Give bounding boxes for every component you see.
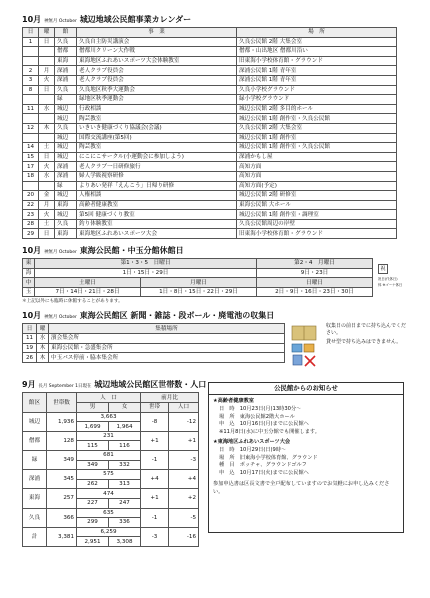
population-header: 人 口 <box>77 393 141 403</box>
calendar-day: 28 <box>23 219 39 229</box>
library-block <box>22 258 408 304</box>
calendar-hall: 東海 <box>55 229 77 239</box>
population-total: 3,663 <box>77 412 141 422</box>
library-week135-dates: 1日・15日・29日 <box>35 268 257 278</box>
notice-line: 申 込 10月16日(月)までに公民館へ <box>219 421 309 428</box>
calendar-day: 15 <box>23 152 39 162</box>
calendar-place: 深浦かもし屋 <box>237 152 397 162</box>
library-week135-label: 第1・3・5 日曜日 <box>35 259 257 269</box>
population-diff-people: -3 <box>169 451 199 470</box>
calendar-day: 11 <box>23 104 39 114</box>
calendar-title: 10月 神無月 October 城辺地域公民館事業カレンダー <box>22 15 192 24</box>
calendar-event: 久良地区秋季大運動会 <box>77 85 237 95</box>
calendar-row <box>23 104 397 114</box>
library-mon-dates: 1日・8日・15日・22日・29日 <box>141 287 257 297</box>
calendar-day: 18 <box>23 171 39 181</box>
calendar-hall: 深浦 <box>55 171 77 181</box>
population-area: 計 <box>23 527 47 546</box>
calendar-hall: 深浦 <box>55 162 77 172</box>
population-total: 474 <box>77 489 141 499</box>
population-male: 2,951 <box>77 537 109 547</box>
recycling-side-text <box>326 323 406 346</box>
calendar-row <box>23 133 397 143</box>
calendar-header: 事 業 <box>77 28 237 38</box>
library-sun-dates: 2日・9日・16日・23日・30日 <box>257 287 373 297</box>
population-female: 3,308 <box>109 537 141 547</box>
population-households: 3,381 <box>47 527 77 546</box>
population-female: 116 <box>109 441 141 451</box>
calendar-weekday: 火 <box>39 162 55 172</box>
calendar-event: 行政相談 <box>77 104 237 114</box>
notice-line: 日 時 10月29日(日)9時～ <box>219 447 287 453</box>
calendar-hall: 深浦 <box>55 66 77 76</box>
calendar-header-row <box>23 28 397 38</box>
calendar-place: 城辺公民館 1階 創作室・調理室 <box>237 210 397 220</box>
population-households: 257 <box>47 489 77 508</box>
calendar-event: 釣り体験教室 <box>77 219 237 229</box>
population-diff-people: +2 <box>169 489 199 508</box>
calendar-event: 東海地区ふれあいスポーツ大会 <box>77 229 237 239</box>
population-diff-people: -16 <box>169 527 199 546</box>
population-households: 1,936 <box>47 412 77 431</box>
population-table <box>22 392 199 547</box>
population-area: 東海 <box>23 489 47 508</box>
calendar-row <box>23 37 397 47</box>
calendar-hall: 緑 <box>55 181 77 191</box>
calendar-weekday <box>39 181 55 191</box>
population-total: 6,259 <box>77 527 141 537</box>
calendar-event: 高齢者健康教室 <box>77 200 237 210</box>
calendar-day <box>23 47 39 57</box>
calendar-hall: 城辺 <box>55 133 77 143</box>
calendar-row <box>23 171 397 181</box>
calendar-event: 人権相談 <box>77 191 237 201</box>
calendar-place: 旧東海小学校体育館・グラウンド <box>237 229 397 239</box>
calendar-place: 深浦公民館 1階 青年室 <box>237 75 397 85</box>
population-diff-households: -8 <box>141 412 169 431</box>
recycling-place: 東海公民館・急盛集会所 <box>49 343 285 353</box>
calendar-place: 城辺公民館 1階 創作室・久良公民館 <box>237 114 397 124</box>
population-total: 575 <box>77 470 141 480</box>
calendar-row <box>23 191 397 201</box>
calendar-day: 20 <box>23 191 39 201</box>
calendar-place: 高知方面(予定) <box>237 181 397 191</box>
calendar-event: 第5回 健康づくり教室 <box>77 210 237 220</box>
recycling-day: 26 <box>23 353 37 363</box>
recycling-place: 中玉バス停前・脇本集会所 <box>49 353 285 363</box>
calendar-weekday <box>39 114 55 124</box>
calendar-day: 22 <box>23 200 39 210</box>
calendar-hall: 久良 <box>55 37 77 47</box>
library-header-sat: 土曜日 <box>35 278 141 288</box>
recycling-row <box>23 353 285 363</box>
calendar-header: 館 <box>55 28 77 38</box>
notice-item2-title: ★東海地区ふれあいスポーツ大会 <box>213 439 291 446</box>
population-male: 227 <box>77 498 109 508</box>
calendar-weekday: 土 <box>39 143 55 153</box>
notice-body <box>208 395 404 533</box>
recycling-row <box>23 334 285 344</box>
calendar-weekday <box>39 47 55 57</box>
calendar-place: 城辺公民館 1階 創作室・久良公民館 <box>237 143 397 153</box>
library-side-legend <box>378 264 408 287</box>
population-row <box>23 527 199 537</box>
recycling-side-text-2: 貸せ型で持ち込みはできません。 <box>326 339 402 346</box>
population-diff-people: +1 <box>169 431 199 450</box>
calendar-day: 23 <box>23 210 39 220</box>
library-title: 10月 神無月 October 東海公民館・中玉分館休館日 <box>22 246 184 256</box>
calendar-event: 僧都川クリーン大作戦 <box>77 47 237 57</box>
population-area: 僧都 <box>23 431 47 450</box>
calendar-row <box>23 47 397 57</box>
closed-note: 休 ※ゴーナ休日 <box>378 283 403 288</box>
notice-line: 場 所 東海公民館2階大ホール <box>219 413 295 420</box>
population-male: 1,699 <box>77 422 109 432</box>
calendar-weekday: 火 <box>39 75 55 85</box>
calendar-weekday: 日 <box>39 37 55 47</box>
calendar-event: 緑地区秋季運動会 <box>77 95 237 105</box>
calendar-day: 3 <box>23 75 39 85</box>
population-total: 681 <box>77 451 141 461</box>
calendar-event: 東海地区ふれあいスポーツ大会体験教室 <box>77 56 237 66</box>
population-diff-people: +4 <box>169 470 199 489</box>
notice-panel <box>208 382 404 533</box>
library-week24-dates: 9日・23日 <box>257 268 373 278</box>
calendar-weekday: 木 <box>39 123 55 133</box>
population-area: 深浦 <box>23 470 47 489</box>
notice-item2-lines <box>213 447 399 477</box>
notice-item1-title: ★高齢者健康教室 <box>213 398 254 405</box>
population-row <box>23 470 199 480</box>
population-diff-households: +1 <box>141 431 169 450</box>
calendar-event: 国際交流講座(第5回) <box>77 133 237 143</box>
calendar-hall: 城辺 <box>55 104 77 114</box>
population-female: 1,964 <box>109 422 141 432</box>
calendar-event: 久良自主防災講演会 <box>77 37 237 47</box>
population-diff-people: -5 <box>169 508 199 527</box>
calendar-row <box>23 152 397 162</box>
calendar-row <box>23 162 397 172</box>
calendar-row <box>23 229 397 239</box>
population-female: 313 <box>109 479 141 489</box>
population-male: 262 <box>77 479 109 489</box>
recycling-side-text-1: 収集日の前日までに持ち込んでください。 <box>326 323 407 337</box>
calendar-place: 深浦公民館 1階 青年室 <box>237 66 397 76</box>
notice-line: 日 時 10月23日(月)13時30分～ <box>219 406 302 413</box>
calendar-day: 17 <box>23 162 39 172</box>
recycling-table <box>22 323 285 362</box>
calendar-day: 8 <box>23 85 39 95</box>
calendar-hall: 城辺 <box>55 143 77 153</box>
calendar-place: 城辺公民館 1階 創作室 <box>237 133 397 143</box>
calendar-hall: 久良 <box>55 123 77 133</box>
calendar-weekday: 金 <box>39 191 55 201</box>
notice-line: 種 目 ボッチャ、グラウンドゴルフ <box>219 462 307 469</box>
population-header: 前月比 <box>141 393 199 403</box>
library-header-sun: 日曜日 <box>257 278 373 288</box>
library-label: 中 <box>23 278 35 288</box>
notice-line: ※11月8日(水)に中玉分館でも開催します。 <box>219 428 320 435</box>
calendar-weekday: 土 <box>39 219 55 229</box>
library-label: 玉 <box>23 287 35 297</box>
calendar-place: 城辺公民館 2階 多目的ホール <box>237 104 397 114</box>
population-total: 635 <box>77 508 141 518</box>
calendar-table <box>22 27 397 239</box>
calendar-weekday: 月 <box>39 66 55 76</box>
population-households: 345 <box>47 470 77 489</box>
calendar-header: 場 所 <box>237 28 397 38</box>
calendar-day: 1 <box>23 37 39 47</box>
calendar-weekday <box>39 133 55 143</box>
recycling-weekday: 水 <box>37 334 49 344</box>
page <box>22 14 408 544</box>
calendar-row <box>23 219 397 229</box>
calendar-event: 陶芸教室 <box>77 143 237 153</box>
population-diff-households: +4 <box>141 470 169 489</box>
recycling-header: 曜 <box>37 324 49 334</box>
recycling-title: 10月 神無月 October 東海公民館区 新聞・雑誌・段ボール・廃電池の収集日 <box>22 311 275 321</box>
population-diff-households: -3 <box>141 527 169 546</box>
calendar-weekday: 日 <box>39 85 55 95</box>
recycling-day: 11 <box>23 334 37 344</box>
population-male: 349 <box>77 460 109 470</box>
calendar-day: 2 <box>23 66 39 76</box>
library-sat-dates: 7日・14日・21日・28日 <box>35 287 141 297</box>
calendar-hall: 久良 <box>55 85 77 95</box>
calendar-hall: 久良 <box>55 219 77 229</box>
calendar-day <box>23 56 39 66</box>
population-row <box>23 412 199 422</box>
population-male: 115 <box>77 441 109 451</box>
calendar-hall: 僧都 <box>55 47 77 57</box>
calendar-event: よりあい発祥「えんこう」日帰り研修 <box>77 181 237 191</box>
population-header: 館区 <box>23 393 47 412</box>
population-row <box>23 489 199 499</box>
library-label: 東 <box>23 259 35 269</box>
calendar-day <box>23 114 39 124</box>
calendar-hall: 深浦 <box>55 75 77 85</box>
calendar-row <box>23 85 397 95</box>
population-female: 332 <box>109 460 141 470</box>
population-male: 299 <box>77 518 109 528</box>
recycling-place: 濱会集会所 <box>49 334 285 344</box>
population-subheader: 女 <box>109 403 141 413</box>
calendar-place: 久良公民館 2階 大集会室 <box>237 37 397 47</box>
calendar-event: 老人クラブ役員会 <box>77 66 237 76</box>
calendar-row <box>23 210 397 220</box>
population-subheader: 男 <box>77 403 109 413</box>
population-households: 366 <box>47 508 77 527</box>
population-diff-households: -1 <box>141 451 169 470</box>
library-week24-label: 第2・4 月曜日 <box>257 259 373 269</box>
notice-title: 公民館からのお知らせ <box>208 382 404 395</box>
population-diff-households: +1 <box>141 489 169 508</box>
calendar-event: 婦人学級視察研修 <box>77 171 237 181</box>
calendar-hall: 城辺 <box>55 152 77 162</box>
library-note: ＊上記以外にも臨時に休館することがあります。 <box>22 299 123 305</box>
library-table <box>22 258 373 297</box>
population-subheader: 世帯 <box>141 403 169 413</box>
population-area: 緑 <box>23 451 47 470</box>
population-area: 久良 <box>23 508 47 527</box>
calendar-hall: 緑 <box>55 95 77 105</box>
population-row <box>23 508 199 518</box>
calendar-hall: 東海 <box>55 56 77 66</box>
calendar-row <box>23 56 397 66</box>
calendar-place: 城辺公民館 2階 研修室 <box>237 191 397 201</box>
calendar-event: にこにこサークル(小運動会に参加しよう) <box>77 152 237 162</box>
calendar-weekday: 月 <box>39 200 55 210</box>
recycle-bundle-icon <box>290 324 322 368</box>
notice-item1-lines <box>213 406 399 436</box>
calendar-row <box>23 200 397 210</box>
population-row <box>23 431 199 441</box>
calendar-event: いきいき健康づくり協議会(会議) <box>77 123 237 133</box>
calendar-place: 緑小学校グラウンド <box>237 95 397 105</box>
calendar-hall: 東海 <box>55 200 77 210</box>
calendar-hall: 城辺 <box>55 114 77 124</box>
holiday-note: 祝日(代休日) <box>378 277 398 282</box>
population-diff-people: -12 <box>169 412 199 431</box>
recycling-weekday: 木 <box>37 343 49 353</box>
calendar-weekday: 水 <box>39 104 55 114</box>
population-area: 城辺 <box>23 412 47 431</box>
calendar-event: 老人クラブ一日研修旅行 <box>77 162 237 172</box>
calendar-place: 久良公民館周辺の岸壁 <box>237 219 397 229</box>
recycling-block <box>22 323 408 375</box>
calendar-weekday: 日 <box>39 152 55 162</box>
population-female: 247 <box>109 498 141 508</box>
calendar-day: 12 <box>23 123 39 133</box>
calendar-header: 曜 <box>39 28 55 38</box>
population-female: 336 <box>109 518 141 528</box>
calendar-row <box>23 181 397 191</box>
population-households: 128 <box>47 431 77 450</box>
notice-footer: 参加申込書は区長文書で全戸配布していますのでお気軽にお申し込みください。 <box>213 481 390 495</box>
calendar-day <box>23 95 39 105</box>
calendar-event: 老人クラブ役員会 <box>77 75 237 85</box>
calendar-weekday <box>39 56 55 66</box>
recycling-header: 集積場所 <box>49 324 285 334</box>
calendar-place: 久良公民館 2階 大集会室 <box>237 123 397 133</box>
calendar-row <box>23 75 397 85</box>
calendar-row <box>23 123 397 133</box>
recycling-header: 日 <box>23 324 37 334</box>
calendar-hall: 城辺 <box>55 210 77 220</box>
calendar-day: 29 <box>23 229 39 239</box>
recycling-weekday: 木 <box>37 353 49 363</box>
population-title: 9月 長月 September 1日現在 城辺地域公民館区世帯数・人口 <box>22 380 207 390</box>
calendar-place: 高知方面 <box>237 171 397 181</box>
calendar-weekday <box>39 95 55 105</box>
recycling-row <box>23 343 285 353</box>
calendar-place: 東海公民館 大ホール <box>237 200 397 210</box>
population-header: 世帯数 <box>47 393 77 412</box>
calendar-weekday: 日 <box>39 229 55 239</box>
population-subheader: 人口 <box>169 403 199 413</box>
population-total: 231 <box>77 431 141 441</box>
calendar-place: 旧東海小学校体育館・グラウンド <box>237 56 397 66</box>
calendar-weekday: 水 <box>39 171 55 181</box>
library-label: 海 <box>23 268 35 278</box>
recycling-illustration <box>290 324 322 368</box>
notice-line: 申 込 10月17日(火)までに公民館へ <box>219 469 309 476</box>
calendar-place: 高知方面 <box>237 162 397 172</box>
notice-line: 場 所 旧東海小学校体育館、グラウンド <box>219 454 318 461</box>
calendar-day <box>23 181 39 191</box>
calendar-row <box>23 114 397 124</box>
calendar-place: 久良小学校グラウンド <box>237 85 397 95</box>
recycling-day: 19 <box>23 343 37 353</box>
calendar-row <box>23 95 397 105</box>
calendar-hall: 城辺 <box>55 191 77 201</box>
holiday-mark: 祝 <box>378 264 388 274</box>
calendar-event: 陶芸教室 <box>77 114 237 124</box>
calendar-row <box>23 66 397 76</box>
calendar-row <box>23 143 397 153</box>
calendar-day: 14 <box>23 143 39 153</box>
population-diff-households: -1 <box>141 508 169 527</box>
calendar-weekday: 火 <box>39 210 55 220</box>
population-households: 349 <box>47 451 77 470</box>
calendar-header: 日 <box>23 28 39 38</box>
calendar-day <box>23 133 39 143</box>
calendar-place: 僧都・山出地区 僧都川沿い <box>237 47 397 57</box>
population-row <box>23 451 199 461</box>
library-header-mon: 月曜日 <box>141 278 257 288</box>
